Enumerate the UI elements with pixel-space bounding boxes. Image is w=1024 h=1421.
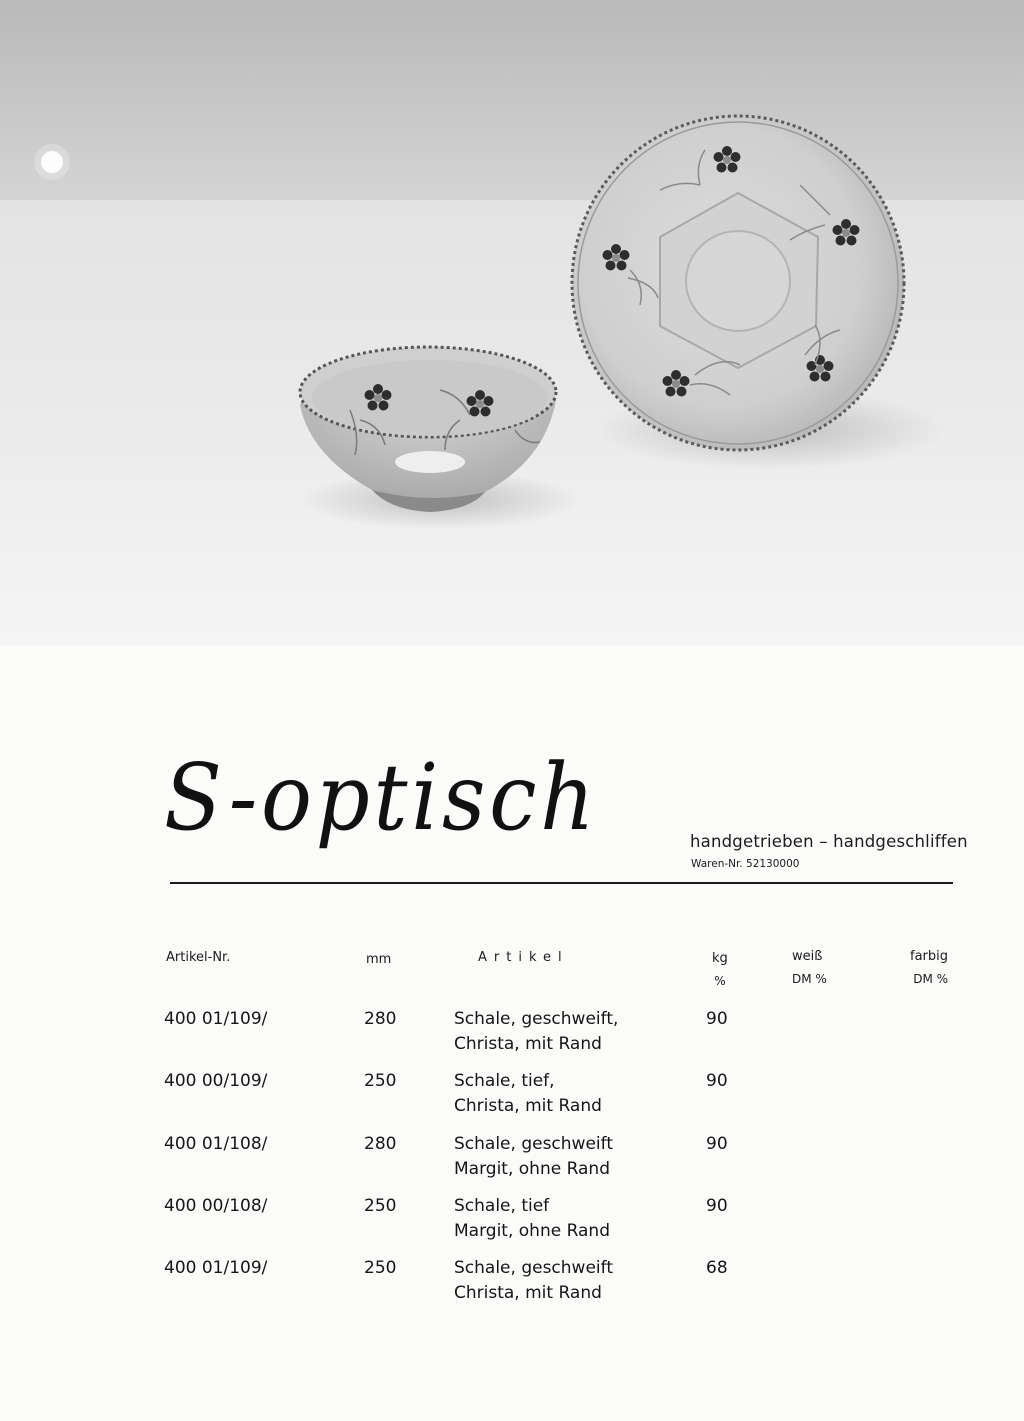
header-kg-sub: % <box>714 974 726 988</box>
cell-artikel-line2: Margit, ohne Rand <box>454 1159 610 1179</box>
waren-number: Waren-Nr. 52130000 <box>691 858 800 870</box>
header-weiss <box>792 946 827 990</box>
plate-image <box>572 116 904 450</box>
table-row <box>0 1007 1024 1063</box>
cell-artikel <box>454 1007 618 1057</box>
cell-artikel-nr: 400 01/109/ <box>164 1009 268 1029</box>
cell-artikel-line2: Christa, mit Rand <box>454 1096 602 1116</box>
cell-mm: 250 <box>364 1071 397 1091</box>
page-title: S-optisch <box>164 744 599 851</box>
cell-artikel-nr: 400 01/109/ <box>164 1258 268 1278</box>
cell-artikel-line2: Christa, mit Rand <box>454 1283 602 1303</box>
cell-artikel <box>454 1069 602 1119</box>
cell-artikel-line1: Schale, tief, <box>454 1071 555 1091</box>
header-mm: mm <box>366 952 392 967</box>
header-kg-label: kg <box>712 951 728 966</box>
header-farbig <box>910 946 948 990</box>
cell-artikel-line2: Margit, ohne Rand <box>454 1221 610 1241</box>
cell-artikel <box>454 1194 610 1244</box>
header-artikel: Artikel <box>478 950 569 965</box>
cell-mm: 250 <box>364 1258 397 1278</box>
cell-artikel-line2: Christa, mit Rand <box>454 1034 602 1054</box>
cell-artikel-line1: Schale, geschweift, <box>454 1009 619 1029</box>
cell-kg: 90 <box>706 1071 728 1091</box>
cell-artikel-nr: 400 00/108/ <box>164 1196 268 1216</box>
cell-mm: 280 <box>364 1009 397 1029</box>
header-farbig-sub: DM % <box>913 972 949 986</box>
header-farbig-label: farbig <box>910 949 949 964</box>
cell-artikel-line1: Schale, tief <box>454 1196 550 1216</box>
glass-bowls-illustration <box>0 0 1024 645</box>
divider <box>170 882 953 884</box>
table-row <box>0 1069 1024 1125</box>
cell-artikel-line1: Schale, geschweift <box>454 1258 613 1278</box>
cell-kg: 90 <box>706 1134 728 1154</box>
cell-mm: 280 <box>364 1134 397 1154</box>
header-kg <box>712 948 728 992</box>
cell-kg: 90 <box>706 1009 728 1029</box>
header-artikel-nr: Artikel-Nr. <box>166 950 231 965</box>
cell-artikel-line1: Schale, geschweift <box>454 1134 613 1154</box>
product-photo <box>0 0 1024 645</box>
cell-artikel-nr: 400 01/108/ <box>164 1134 268 1154</box>
table-row <box>0 1132 1024 1188</box>
cell-kg: 90 <box>706 1196 728 1216</box>
cell-kg: 68 <box>706 1258 728 1278</box>
subtitle: handgetrieben – handgeschliffen <box>690 832 968 851</box>
cell-artikel <box>454 1132 613 1182</box>
header-weiss-label: weiß <box>792 949 823 964</box>
header-weiss-sub: DM % <box>792 972 827 986</box>
table-row <box>0 1194 1024 1250</box>
cell-mm: 250 <box>364 1196 397 1216</box>
cell-artikel-nr: 400 00/109/ <box>164 1071 268 1091</box>
cell-artikel <box>454 1256 613 1306</box>
table-row <box>0 1256 1024 1312</box>
